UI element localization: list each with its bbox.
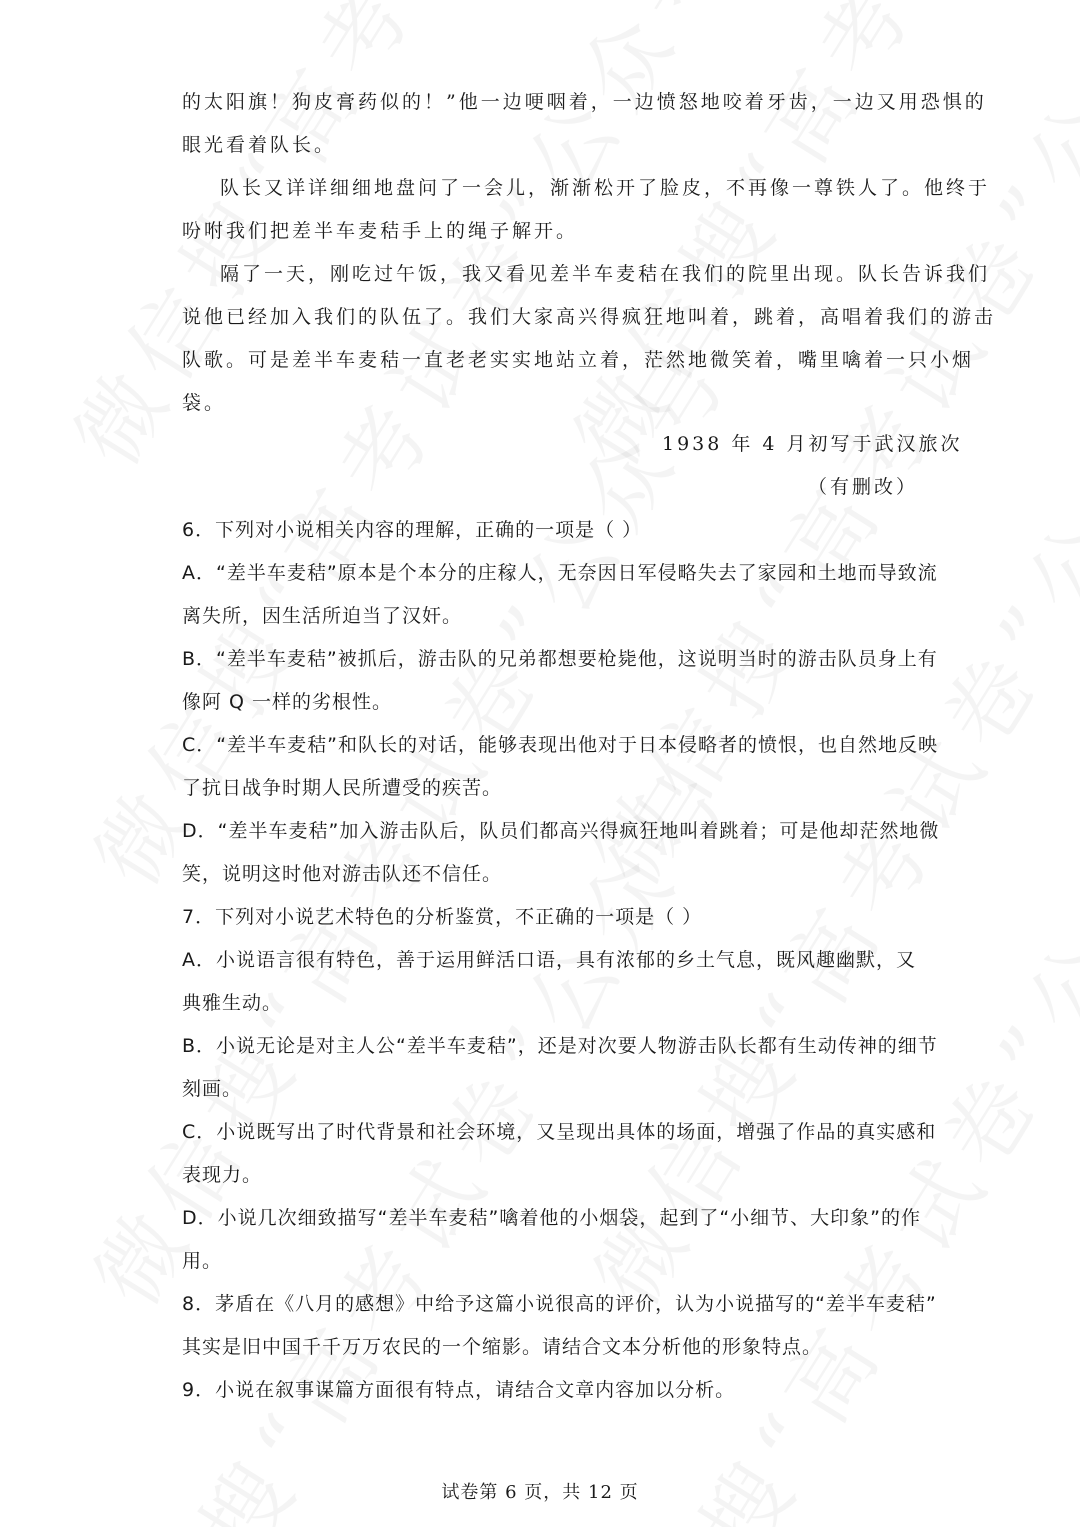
question-6-option-d: D．“差半车麦秸”加入游击队后，队员们都高兴得疯狂地叫着跳着；可是他却茫然地微 bbox=[182, 820, 940, 842]
story-line: 的太阳旗！狗皮膏药似的！”他一边哽咽着，一边愤怒地咬着牙齿，一边又用恐惧的 bbox=[182, 91, 987, 113]
story-edit-note: （有删改） bbox=[808, 476, 919, 498]
question-8-cont: 其实是旧中国千千万万农民的一个缩影。请结合文本分析他的形象特点。 bbox=[182, 1336, 823, 1358]
page-footer: 试卷第 6 页，共 12 页 bbox=[441, 1482, 639, 1503]
question-7-option-c: C．小说既写出了时代背景和社会环境，又呈现出具体的场面，增强了作品的真实感和 bbox=[182, 1121, 937, 1143]
question-7-option-a: A．小说语言很有特色，善于运用鲜活口语，具有浓郁的乡土气息，既风趣幽默，又 bbox=[182, 949, 916, 971]
question-6-option-c-cont: 了抗日战争时期人民所遭受的疾苦。 bbox=[182, 777, 503, 799]
question-7-option-d-cont: 用。 bbox=[182, 1250, 223, 1272]
story-line: 眼光看着队长。 bbox=[182, 134, 337, 156]
story-line: 袋。 bbox=[182, 392, 227, 414]
question-6-option-b: B．“差半车麦秸”被抓后，游击队的兄弟都想要枪毙他，这说明当时的游击队员身上有 bbox=[182, 648, 938, 670]
question-6-option-a-cont: 离失所，因生活所迫当了汉奸。 bbox=[182, 605, 463, 627]
story-date: 1938 年 4 月初写于武汉旅次 bbox=[662, 433, 963, 455]
question-7-option-a-cont: 典雅生动。 bbox=[182, 992, 283, 1014]
question-7: 7．下列对小说艺术特色的分析鉴赏，不正确的一项是（ ） bbox=[182, 906, 703, 928]
question-6: 6．下列对小说相关内容的理解，正确的一项是（ ） bbox=[182, 519, 643, 541]
question-7-option-d: D．小说几次细致描写“差半车麦秸”噙着他的小烟袋，起到了“小细节、大印象”的作 bbox=[182, 1207, 922, 1229]
question-9: 9．小说在叙事谋篇方面很有特点，请结合文章内容加以分析。 bbox=[182, 1379, 736, 1401]
question-7-option-c-cont: 表现力。 bbox=[182, 1164, 263, 1186]
question-8: 8．茅盾在《八月的感想》中给予这篇小说很高的评价，认为小说描写的“差半车麦秸” bbox=[182, 1293, 937, 1315]
question-6-option-b-cont: 像阿 Q 一样的劣根性。 bbox=[182, 691, 393, 713]
story-line: 吩咐我们把差半车麦秸手上的绳子解开。 bbox=[182, 220, 579, 242]
question-7-option-b-cont: 刻画。 bbox=[182, 1078, 243, 1100]
question-6-option-c: C．“差半车麦秸”和队长的对话，能够表现出他对于日本侵略者的愤恨，也自然地反映 bbox=[182, 734, 938, 756]
story-line: 隔了一天，刚吃过午饭，我又看见差半车麦秸在我们的院里出现。队长告诉我们 bbox=[220, 263, 991, 285]
story-line: 队歌。可是差半车麦秸一直老老实实地站立着，茫然地微笑着，嘴里噙着一只小烟 bbox=[182, 349, 975, 371]
question-6-option-a: A．“差半车麦秸”原本是个本分的庄稼人，无奈因日军侵略失去了家园和土地而导致流 bbox=[182, 562, 938, 584]
story-line: 队长又详详细细地盘问了一会儿，渐渐松开了脸皮，不再像一尊铁人了。他终于 bbox=[220, 177, 991, 199]
question-6-option-d-cont: 笑，说明这时他对游击队还不信任。 bbox=[182, 863, 503, 885]
question-7-option-b: B．小说无论是对主人公“差半车麦秸”，还是对次要人物游击队长都有生动传神的细节 bbox=[182, 1035, 938, 1057]
story-line: 说他已经加入我们的队伍了。我们大家高兴得疯狂地叫着，跳着，高唱着我们的游击 bbox=[182, 306, 997, 328]
